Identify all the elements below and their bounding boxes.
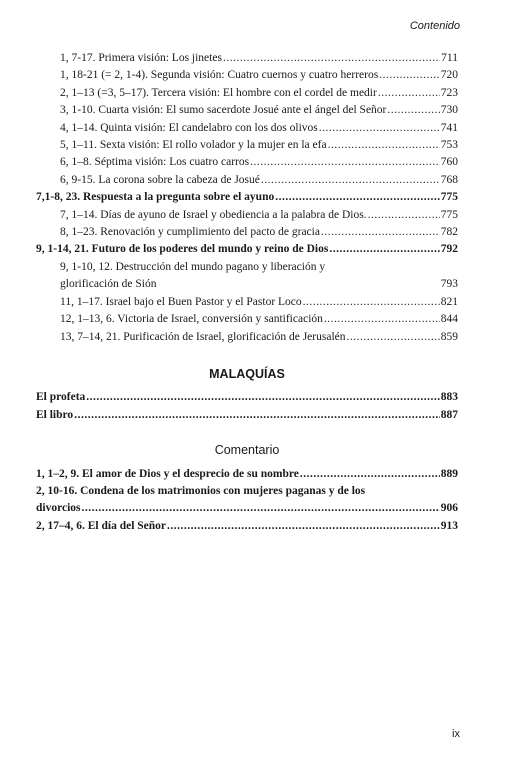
toc-entry[interactable]: [36, 102, 458, 119]
toc-entry-title: 6, 9-15. La corona sobre la cabeza de Josué: [60, 173, 260, 186]
dot-leader: [328, 137, 440, 154]
page-number: ix: [452, 728, 460, 740]
toc-entry-page: 741: [440, 121, 458, 134]
toc-entry[interactable]: [36, 172, 458, 189]
toc-entry-title: 3, 1-10. Cuarta visión: El sumo sacerdote Josué ante el ángel del Señor: [60, 104, 387, 117]
toc-entry-page: 723: [440, 86, 458, 99]
dot-leader: [319, 120, 440, 137]
toc-group-future: [36, 294, 458, 346]
toc-entry-page: 768: [440, 173, 458, 186]
dot-leader: [250, 154, 440, 171]
toc-entry-page: 859: [440, 330, 458, 343]
toc-entry-title: 1, 18-21 (= 2, 1-4). Segunda visión: Cuatro cuernos y cuatro herreros: [60, 69, 379, 82]
dot-leader: [86, 389, 439, 406]
toc-entry[interactable]: [36, 50, 458, 67]
toc-entry-page: 906: [440, 502, 458, 515]
toc-entry-page: 782: [440, 226, 458, 239]
dot-leader: [74, 407, 440, 424]
toc-entry-title: 13, 7–14, 21. Purificación de Israel, glorificación de Jerusalén: [60, 330, 346, 343]
toc-entry-page: 887: [440, 408, 458, 421]
toc-group-fasting: [36, 207, 458, 242]
running-head: Contenido: [409, 20, 460, 32]
toc-entry-page: 889: [440, 467, 458, 480]
dot-leader: [82, 500, 440, 517]
toc-entry-page: 720: [440, 69, 458, 82]
toc-entry-title: 1, 7-17. Primera visión: Los jinetes: [60, 52, 222, 64]
toc-entry[interactable]: [36, 67, 458, 84]
toc-heading-fasting[interactable]: [36, 189, 458, 206]
toc-entry[interactable]: [36, 137, 458, 154]
toc-entry-title: 8, 1–23. Renovación y cumplimiento del pacto de gracia: [60, 226, 320, 239]
toc-entry-title: 2, 1–13 (=3, 5–17). Tercera visión: El hombre con el cordel de medir: [60, 86, 377, 99]
toc-entry-page: 844: [440, 313, 458, 326]
toc-entry-title: 1, 1–2, 9. El amor de Dios y el desprecio de su nombre: [36, 467, 299, 480]
toc-heading-page: 792: [440, 243, 458, 256]
dot-leader: [347, 329, 440, 346]
toc-entry-page: 775: [440, 208, 458, 221]
toc-entry-title-line2: divorcios: [36, 502, 81, 515]
toc-group-commentary-end: [36, 518, 458, 535]
toc-entry-page: 793: [440, 278, 458, 291]
subsection-title: Comentario: [214, 443, 280, 458]
toc-heading-future[interactable]: [36, 241, 458, 258]
toc-entry-title: 7, 1–14. Días de ayuno de Israel y obediencia a la palabra de Dios.: [60, 208, 367, 221]
toc-entry-destruction[interactable]: [36, 259, 458, 294]
toc-entry-divorce[interactable]: [36, 483, 458, 518]
toc-heading-title: 7,1-8, 23. Respuesta a la pregunta sobre el ayuno: [36, 191, 275, 204]
toc-entry-title: 4, 1–14. Quinta visión: El candelabro con los dos olivos: [60, 121, 318, 134]
toc-entry-title: 2, 17–4, 6. El día del Señor: [36, 519, 167, 532]
dot-leader: [321, 224, 440, 241]
toc-entry[interactable]: [36, 389, 458, 406]
toc-entry-title: 12, 1–13, 6. Victoria de Israel, conversión y santificación: [60, 313, 323, 326]
toc-entry-title-line2: glorificación de Sión: [60, 278, 157, 291]
toc-entry-page: 711: [441, 52, 458, 64]
toc-entry[interactable]: [36, 154, 458, 171]
dot-leader: [300, 466, 440, 483]
dot-leader: [261, 172, 440, 189]
toc-heading-title: 9, 1-14, 21. Futuro de los poderes del mundo y reino de Dios: [36, 243, 329, 256]
toc-entry[interactable]: [36, 207, 458, 224]
toc-entry-page: 760: [440, 156, 458, 169]
dot-leader: [223, 50, 440, 67]
toc-entry-title: El profeta: [36, 391, 86, 404]
toc-entry[interactable]: [36, 329, 458, 346]
dot-leader: [324, 311, 440, 328]
toc-entry-page: 730: [440, 104, 458, 117]
toc-group-commentary: [36, 466, 458, 483]
dot-leader: [275, 189, 440, 206]
dot-leader: [387, 102, 439, 119]
toc-group-malachi: [36, 389, 458, 424]
toc-entry[interactable]: [36, 466, 458, 483]
dot-leader: [303, 294, 440, 311]
toc-entry[interactable]: [36, 518, 458, 535]
dot-leader: [378, 85, 440, 102]
dot-leader: [167, 518, 440, 535]
toc-entry-title: 6, 1–8. Séptima visión: Los cuatro carros: [60, 156, 250, 169]
toc-heading-page: 775: [440, 191, 458, 204]
dot-leader: [329, 241, 439, 258]
toc-entry-title: 11, 1–17. Israel bajo el Buen Pastor y el Pastor Loco: [60, 295, 302, 308]
table-of-contents: [36, 50, 458, 535]
toc-entry-page: 913: [440, 519, 458, 532]
dot-leader: [379, 67, 440, 84]
dot-leader: [368, 207, 440, 224]
toc-entry[interactable]: [36, 120, 458, 137]
toc-entry-page: 883: [440, 391, 458, 404]
toc-entry[interactable]: [36, 224, 458, 241]
toc-entry[interactable]: [36, 407, 458, 424]
toc-entry-title: 5, 1–11. Sexta visión: El rollo volador y la mujer en la efa: [60, 139, 327, 152]
toc-entry[interactable]: [36, 294, 458, 311]
toc-entry[interactable]: [36, 311, 458, 328]
toc-entry-page: 821: [440, 295, 458, 308]
toc-entry[interactable]: [36, 85, 458, 102]
toc-entry-page: 753: [440, 139, 458, 152]
toc-entry-title: El libro: [36, 408, 74, 421]
toc-entry-title-line1: 9, 1-10, 12. Destrucción del mundo pagano y liberación y: [60, 260, 326, 273]
section-title: MALAQUÍAS: [209, 366, 285, 381]
toc-group-visions: [36, 50, 458, 189]
toc-entry-title-line1: 2, 10-16. Condena de los matrimonios con mujeres paganas y de los: [36, 484, 366, 497]
